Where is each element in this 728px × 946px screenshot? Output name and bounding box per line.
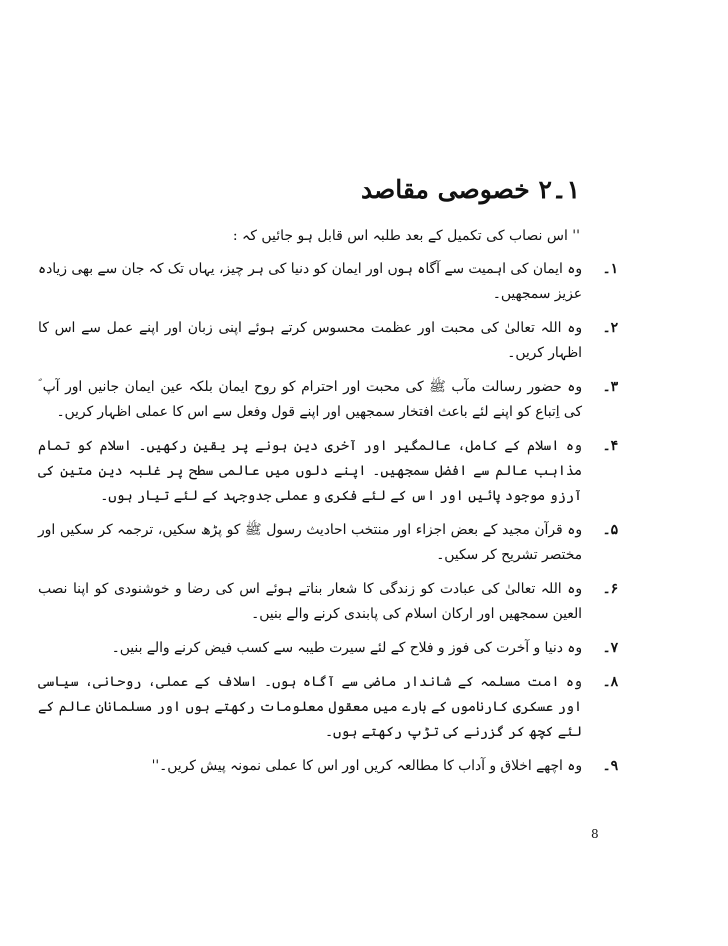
list-item: [38, 434, 618, 509]
list-item: [38, 577, 618, 627]
item-text: وہ اللہ تعالیٰ کی محبت اور عظمت محسوس کرتے ہوئے اپنی زبان اور اپنے عمل سے اس کا اظہار کریں۔: [38, 320, 582, 361]
list-item: [38, 518, 618, 568]
list-item: [38, 316, 618, 366]
item-text: وہ ایمان کی اہمیت سے آگاہ ہوں اور ایمان کو دنیا کی ہر چیز، یہاں تک کہ جان سے بھی زیادہ عزیز سمجھیں۔: [38, 261, 582, 302]
item-text: وہ اچھے اخلاق و آداب کا مطالعہ کریں اور اس کا عملی نمونہ پیش کریں۔'': [151, 758, 582, 774]
page-number: 8: [591, 827, 599, 841]
item-number: ۳۔: [602, 379, 618, 395]
item-number: ۴۔: [602, 438, 618, 454]
item-text: وہ قرآن مجید کے بعض اجزاء اور منتخب احادیث رسول ﷺ کو پڑھ سکیں، ترجمہ کر سکیں اور مختصر تشریح کر سکیں۔: [38, 522, 582, 563]
item-text: وہ اللہ تعالیٰ کی عبادت کو زندگی کا شعار بناتے ہوئے اس کی رضا و خوشنودی کو اپنا نصب العین سمجھیں اور ارکان اسلام کی پابندی کرنے والے بنیں۔: [38, 581, 582, 622]
item-text: وہ اسلام کے کامل، عالمگیر اور آخری دین ہونے پر یقین رکھیں۔ اسلام کو تمام مذاہب عالم سے افضل سمجھیں۔ اپنے دلوں میں عالمی سطح پر غلبہ دین متین کی آرزو موجود پائیں اور اس کے لئے فکری و عملی جدوجہد کے لئے تیار ہوں۔: [38, 438, 582, 504]
item-number: ۹۔: [602, 758, 618, 774]
list-item: [38, 636, 618, 661]
item-number: ۶۔: [602, 581, 618, 597]
item-text: وہ دنیا و آخرت کی فوز و فلاح کے لئے سیرت طیبہ سے کسب فیض کرنے والے بنیں۔: [111, 640, 582, 656]
list-item: [38, 670, 618, 745]
item-number: ۲۔: [602, 320, 618, 336]
item-text: وہ حضور رسالت مآب ﷺ کی محبت اور احترام کو روح ایمان بلکہ عین ایمان جانیں اور آپ ؐ کی اِتباع کو اپنے لئے باعث افتخار سمجھیں اور اپنے قول وفعل سے اس کا عملی اظہار کریں۔: [38, 379, 582, 420]
intro-line: '' اس نصاب کی تکمیل کے بعد طلبہ اس قابل ہو جائیں کہ :: [232, 228, 580, 244]
item-number: ۱۔: [602, 261, 618, 277]
list-item: [38, 257, 618, 307]
item-number: ۷۔: [602, 640, 618, 656]
section-heading: ۱۔۲ خصوصی مقاصد: [360, 175, 580, 204]
list-item: [38, 375, 618, 425]
item-number: ۵۔: [602, 522, 618, 538]
item-text: وہ امت مسلمہ کے شاندار ماضی سے آگاہ ہوں۔ اسلاف کے عملی، روحانی، سیاسی اور عسکری کارناموں کے بارے میں معقول معلومات رکھتے ہوں اور مسلمانان عالم کے لئے کچھ کر گزرنے کی تڑپ رکھتے ہوں۔: [38, 674, 582, 740]
list-item: [38, 754, 618, 779]
item-number: ۸۔: [602, 674, 618, 690]
objectives-list: [38, 257, 618, 788]
